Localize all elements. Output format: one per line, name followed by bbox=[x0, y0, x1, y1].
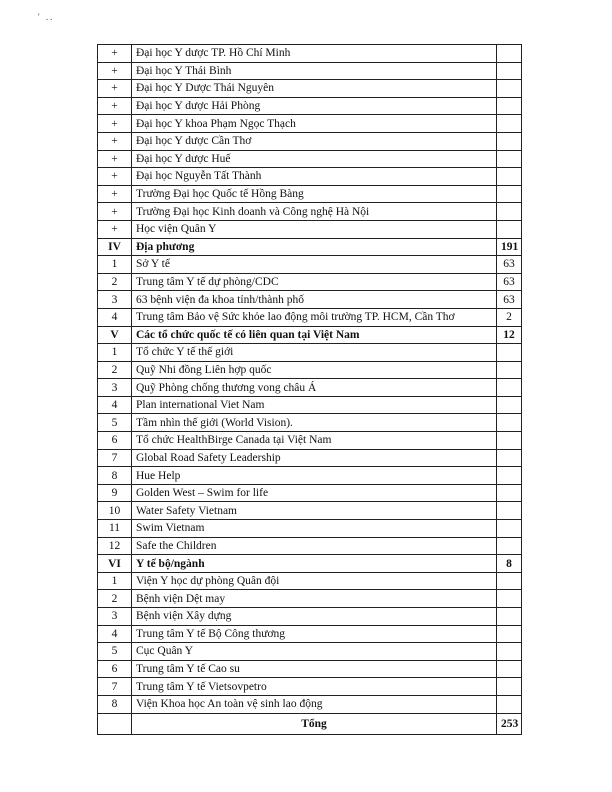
row-count-cell: 12 bbox=[497, 326, 522, 344]
table-row bbox=[98, 220, 522, 238]
row-name-cell: Global Road Safety Leadership bbox=[132, 449, 497, 467]
row-number-cell: + bbox=[98, 168, 132, 186]
row-number-cell: IV bbox=[98, 238, 132, 256]
row-number-cell: 3 bbox=[98, 379, 132, 397]
row-count-cell bbox=[497, 115, 522, 133]
row-number-cell: 1 bbox=[98, 256, 132, 274]
section-row bbox=[98, 238, 522, 256]
row-count-cell bbox=[497, 572, 522, 590]
table-row bbox=[98, 537, 522, 555]
corner-mark: ' .. bbox=[38, 12, 55, 22]
row-name-cell: Đại học Y khoa Phạm Ngọc Thạch bbox=[132, 115, 497, 133]
section-row bbox=[98, 555, 522, 573]
row-number-cell: + bbox=[98, 62, 132, 80]
row-count-cell bbox=[497, 678, 522, 696]
table-row bbox=[98, 291, 522, 309]
row-count-cell bbox=[497, 502, 522, 520]
row-number-cell: 5 bbox=[98, 643, 132, 661]
row-count-cell bbox=[497, 132, 522, 150]
row-number-cell: + bbox=[98, 203, 132, 221]
row-number-cell: 4 bbox=[98, 625, 132, 643]
table-row bbox=[98, 660, 522, 678]
row-count-cell bbox=[497, 625, 522, 643]
row-count-cell bbox=[497, 590, 522, 608]
row-name-cell: Trung tâm Y tế Cao su bbox=[132, 660, 497, 678]
total-label: Tổng bbox=[132, 713, 497, 734]
row-count-cell: 2 bbox=[497, 308, 522, 326]
row-count-cell: 63 bbox=[497, 256, 522, 274]
row-count-cell bbox=[497, 695, 522, 713]
total-count: 253 bbox=[497, 713, 522, 734]
row-count-cell bbox=[497, 220, 522, 238]
row-count-cell bbox=[497, 467, 522, 485]
row-number-cell: 7 bbox=[98, 449, 132, 467]
table-row bbox=[98, 379, 522, 397]
table-row bbox=[98, 467, 522, 485]
table-row bbox=[98, 643, 522, 661]
row-count-cell bbox=[497, 361, 522, 379]
row-name-cell: Tổ chức HealthBirge Canada tại Việt Nam bbox=[132, 432, 497, 450]
table-row bbox=[98, 45, 522, 63]
row-number-cell: 3 bbox=[98, 608, 132, 626]
row-name-cell: Hue Help bbox=[132, 467, 497, 485]
table-body bbox=[98, 45, 522, 714]
row-number-cell: + bbox=[98, 45, 132, 63]
row-count-cell bbox=[497, 62, 522, 80]
row-count-cell bbox=[497, 97, 522, 115]
row-name-cell: Safe the Children bbox=[132, 537, 497, 555]
row-count-cell bbox=[497, 449, 522, 467]
row-number-cell: 2 bbox=[98, 273, 132, 291]
row-number-cell: + bbox=[98, 185, 132, 203]
row-number-cell: + bbox=[98, 80, 132, 98]
row-count-cell bbox=[497, 537, 522, 555]
table-row bbox=[98, 256, 522, 274]
table-row bbox=[98, 273, 522, 291]
row-number-cell: + bbox=[98, 220, 132, 238]
row-name-cell: Bệnh viện Dệt may bbox=[132, 590, 497, 608]
row-number-cell: 4 bbox=[98, 396, 132, 414]
row-name-cell: Water Safety Vietnam bbox=[132, 502, 497, 520]
row-name-cell: Golden West – Swim for life bbox=[132, 484, 497, 502]
organization-table bbox=[97, 44, 522, 735]
row-number-cell: 6 bbox=[98, 432, 132, 450]
table-row bbox=[98, 80, 522, 98]
table-row bbox=[98, 150, 522, 168]
table-row bbox=[98, 608, 522, 626]
table-row bbox=[98, 432, 522, 450]
row-number-cell: 5 bbox=[98, 414, 132, 432]
row-number-cell: 8 bbox=[98, 695, 132, 713]
row-name-cell: Học viện Quân Y bbox=[132, 220, 497, 238]
row-count-cell: 191 bbox=[497, 238, 522, 256]
row-name-cell: Sở Y tế bbox=[132, 256, 497, 274]
row-count-cell bbox=[497, 344, 522, 362]
table-row bbox=[98, 502, 522, 520]
row-name-cell: Trung tâm Y tế Vietsovpetro bbox=[132, 678, 497, 696]
table-row bbox=[98, 449, 522, 467]
table-row bbox=[98, 62, 522, 80]
row-name-cell: Viện Y học dự phòng Quân đội bbox=[132, 572, 497, 590]
table-row bbox=[98, 344, 522, 362]
row-count-cell bbox=[497, 80, 522, 98]
row-count-cell bbox=[497, 643, 522, 661]
row-count-cell bbox=[497, 432, 522, 450]
row-number-cell: 11 bbox=[98, 520, 132, 538]
row-number-cell: + bbox=[98, 115, 132, 133]
row-name-cell: Các tổ chức quốc tế có liên quan tại Việt Nam bbox=[132, 326, 497, 344]
row-name-cell: Đại học Y dược Cần Thơ bbox=[132, 132, 497, 150]
table-row bbox=[98, 678, 522, 696]
row-count-cell bbox=[497, 608, 522, 626]
row-number-cell: 4 bbox=[98, 308, 132, 326]
row-name-cell: Trường Đại học Quốc tế Hồng Bàng bbox=[132, 185, 497, 203]
row-number-cell: 1 bbox=[98, 572, 132, 590]
total-empty-cell bbox=[98, 713, 132, 734]
row-name-cell: Cục Quân Y bbox=[132, 643, 497, 661]
table-row bbox=[98, 97, 522, 115]
row-number-cell: 12 bbox=[98, 537, 132, 555]
table-row bbox=[98, 185, 522, 203]
row-count-cell bbox=[497, 660, 522, 678]
row-name-cell: Đại học Nguyễn Tất Thành bbox=[132, 168, 497, 186]
table-row bbox=[98, 396, 522, 414]
row-count-cell bbox=[497, 379, 522, 397]
table-row bbox=[98, 308, 522, 326]
row-count-cell bbox=[497, 185, 522, 203]
table-row bbox=[98, 572, 522, 590]
table-row bbox=[98, 168, 522, 186]
section-row bbox=[98, 326, 522, 344]
row-count-cell bbox=[497, 520, 522, 538]
row-number-cell: VI bbox=[98, 555, 132, 573]
row-count-cell: 63 bbox=[497, 291, 522, 309]
row-name-cell: Trung tâm Y tế Bộ Công thương bbox=[132, 625, 497, 643]
table-row bbox=[98, 132, 522, 150]
table-row bbox=[98, 625, 522, 643]
row-name-cell: Trường Đại học Kinh doanh và Công nghệ Hà Nội bbox=[132, 203, 497, 221]
row-count-cell: 63 bbox=[497, 273, 522, 291]
row-number-cell: 1 bbox=[98, 344, 132, 362]
row-name-cell: Đại học Y Thái Bình bbox=[132, 62, 497, 80]
row-count-cell bbox=[497, 396, 522, 414]
row-count-cell bbox=[497, 414, 522, 432]
row-count-cell bbox=[497, 45, 522, 63]
row-name-cell: Đại học Y dược TP. Hồ Chí Minh bbox=[132, 45, 497, 63]
table-row bbox=[98, 695, 522, 713]
row-name-cell: Địa phương bbox=[132, 238, 497, 256]
row-name-cell: 63 bệnh viện đa khoa tỉnh/thành phố bbox=[132, 291, 497, 309]
row-name-cell: Bệnh viện Xây dựng bbox=[132, 608, 497, 626]
table-row bbox=[98, 361, 522, 379]
table-row bbox=[98, 484, 522, 502]
row-name-cell: Quỹ Nhi đồng Liên hợp quốc bbox=[132, 361, 497, 379]
total-row bbox=[98, 713, 522, 734]
row-number-cell: V bbox=[98, 326, 132, 344]
table-row bbox=[98, 414, 522, 432]
table-row bbox=[98, 520, 522, 538]
row-name-cell: Trung tâm Bảo vệ Sức khỏe lao động môi trường TP. HCM, Cần Thơ bbox=[132, 308, 497, 326]
row-number-cell: + bbox=[98, 150, 132, 168]
row-name-cell: Đại học Y Dược Thái Nguyên bbox=[132, 80, 497, 98]
row-count-cell bbox=[497, 203, 522, 221]
row-number-cell: 6 bbox=[98, 660, 132, 678]
table-row bbox=[98, 203, 522, 221]
row-name-cell: Y tế bộ/ngành bbox=[132, 555, 497, 573]
row-number-cell: 2 bbox=[98, 361, 132, 379]
row-name-cell: Đại học Y dược Hải Phòng bbox=[132, 97, 497, 115]
row-name-cell: Swim Vietnam bbox=[132, 520, 497, 538]
row-name-cell: Đại học Y dược Huế bbox=[132, 150, 497, 168]
row-name-cell: Quỹ Phòng chống thương vong châu Á bbox=[132, 379, 497, 397]
row-name-cell: Tổ chức Y tế thế giới bbox=[132, 344, 497, 362]
row-count-cell bbox=[497, 168, 522, 186]
row-number-cell: 7 bbox=[98, 678, 132, 696]
row-number-cell: 3 bbox=[98, 291, 132, 309]
row-number-cell: 8 bbox=[98, 467, 132, 485]
row-name-cell: Plan international Viet Nam bbox=[132, 396, 497, 414]
table-row bbox=[98, 590, 522, 608]
row-name-cell: Trung tâm Y tế dự phòng/CDC bbox=[132, 273, 497, 291]
table-row bbox=[98, 115, 522, 133]
row-name-cell: Viện Khoa học An toàn vệ sinh lao động bbox=[132, 695, 497, 713]
row-number-cell: + bbox=[98, 132, 132, 150]
row-count-cell: 8 bbox=[497, 555, 522, 573]
row-count-cell bbox=[497, 150, 522, 168]
row-number-cell: 10 bbox=[98, 502, 132, 520]
row-count-cell bbox=[497, 484, 522, 502]
row-name-cell: Tầm nhìn thế giới (World Vision). bbox=[132, 414, 497, 432]
row-number-cell: 9 bbox=[98, 484, 132, 502]
row-number-cell: + bbox=[98, 97, 132, 115]
row-number-cell: 2 bbox=[98, 590, 132, 608]
